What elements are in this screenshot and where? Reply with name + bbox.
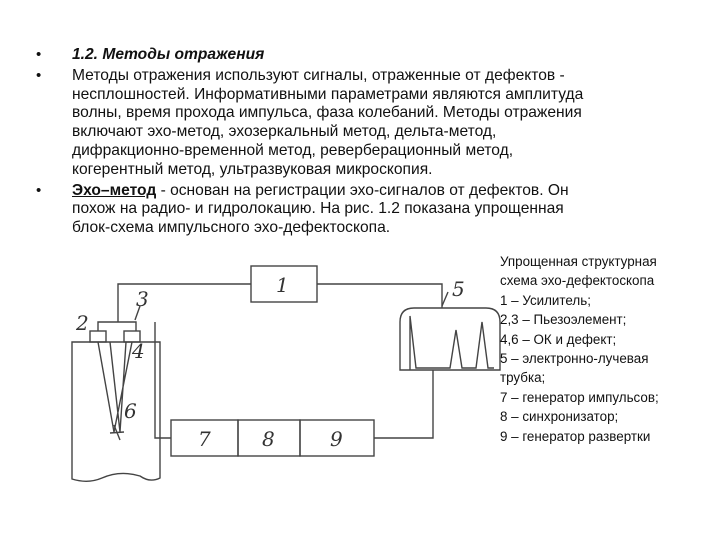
- methods-line-2: несплошностей. Информативными параметрами являются амплитуда: [72, 85, 584, 103]
- methods-line-6: когерентный метод, ультразвуковая микроскопия.: [72, 160, 433, 178]
- wire-sweep-to-crt: [374, 370, 433, 438]
- legend-line-10: 9 – генератор развертки: [500, 428, 651, 444]
- echo-line-2: похож на радио- и гидролокацию. На рис. 1.2 показана упрощенная: [72, 200, 564, 218]
- label-9: 9: [330, 427, 343, 451]
- crt-label-arrow: [442, 292, 448, 306]
- legend-line-1: Упрощенная структурная: [500, 254, 657, 269]
- legend-line-8: 7 – генератор импульсов;: [500, 389, 659, 405]
- transducer-left: [90, 331, 106, 342]
- wire-amp-to-crt: [317, 284, 442, 308]
- legend-line-4: 2,3 – Пьезоэлемент;: [500, 312, 627, 328]
- label-7: 7: [198, 427, 211, 451]
- legend-line-5: 4,6 – ОК и дефект;: [500, 331, 617, 347]
- echo-line-3: блок-схема импульсного эхо-дефектоскопа.: [72, 219, 391, 237]
- label-5: 5: [452, 277, 465, 301]
- label-2: 2: [76, 311, 89, 335]
- label-3: 3: [136, 287, 149, 311]
- methods-line-4: включают эхо-метод, эхозеркальный метод, дельта-метод,: [72, 123, 497, 141]
- defect-mark: [110, 425, 124, 440]
- legend-line-3: 1 – Усилитель;: [500, 292, 591, 308]
- section-title: 1.2. Методы отражения: [72, 46, 265, 63]
- label-8: 8: [262, 427, 275, 451]
- echo-method-term: Эхо–метод: [72, 181, 157, 199]
- legend-line-6: 5 – электронно-лучевая: [500, 351, 649, 367]
- test-object-outline: [72, 342, 160, 481]
- methods-line-1: • Методы отражения используют сигналы, отраженные от дефектов -: [72, 66, 565, 84]
- label-4: 4: [132, 339, 145, 363]
- label-6: 6: [124, 399, 137, 423]
- echo-line-1-rest: - основан на регистрации эхо-сигналов от дефектов. Он: [156, 181, 569, 199]
- wire-pulse-to-transducer: [155, 322, 171, 438]
- methods-line-3: волны, время прохода импульса, фаза колебаний. Методы отражения: [72, 104, 582, 122]
- label-1: 1: [276, 273, 289, 297]
- wire-transducer-top: [98, 322, 136, 331]
- crt-trace: [410, 316, 494, 370]
- legend-line-9: 8 – синхронизатор;: [500, 409, 619, 425]
- legend-line-7: трубка;: [500, 370, 546, 386]
- legend-line-2: схема эхо-дефектоскопа: [500, 273, 655, 289]
- methods-line-5: дифракционно-временной метод, реверберационный метод,: [72, 141, 514, 159]
- diagram-legend: [500, 252, 712, 446]
